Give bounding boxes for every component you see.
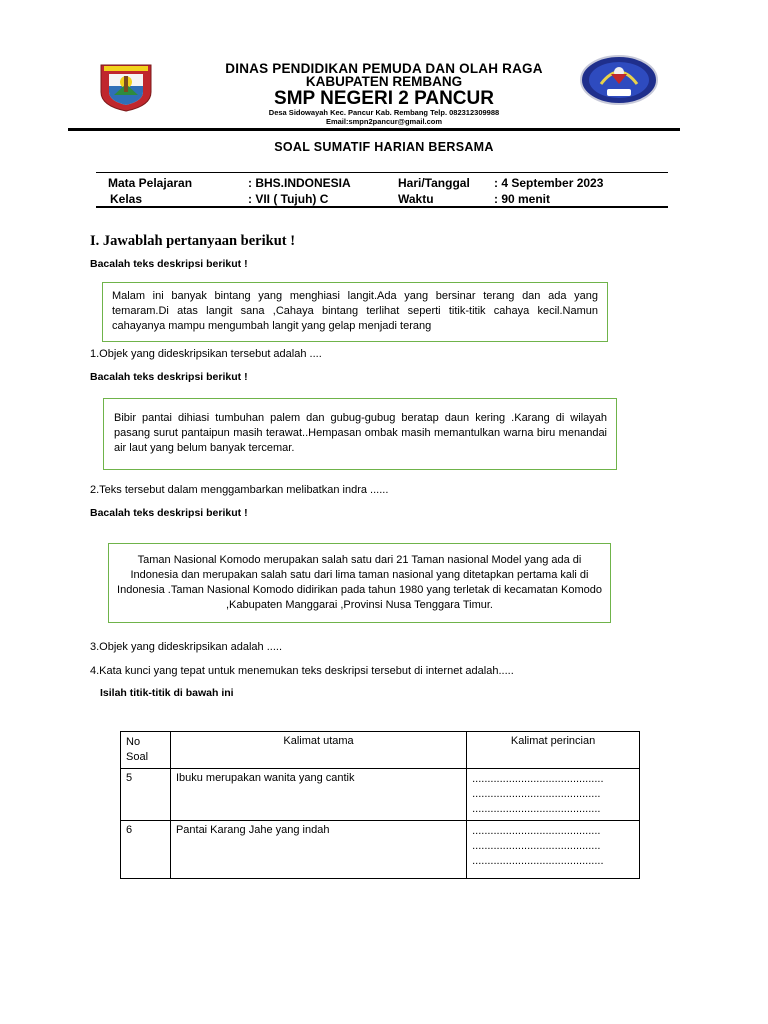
section-heading: I. Jawablah pertanyaan berikut ! xyxy=(90,233,296,249)
header-kalimat-utama: Kalimat utama xyxy=(170,732,466,769)
fill-instruction: Isilah titik-titik di bawah ini xyxy=(100,687,234,699)
header-divider xyxy=(68,128,680,131)
header-regency: KABUPATEN REMBANG xyxy=(305,74,463,89)
instruction-2: Bacalah teks deskripsi berikut ! xyxy=(90,371,248,383)
passage-3-text: Taman Nasional Komodo merupakan salah satu dari 21 Taman nasional Model yang ada di Indonesia dan merupakan salah satu dari lima taman nasional yang ditetapkan pertama kali di Indonesia .Taman Nasional Komodo didirikan pada tahun 1980 yang terletak di kecamatan Komodo ,Kabupaten Manggarai ,Provinsi Nusa Tenggara Timur. xyxy=(117,554,602,611)
passage-box-3 xyxy=(108,543,611,623)
header-address: Desa Sidowayah Kec. Pancur Kab. Rembang Telp. 082312309988 xyxy=(268,108,500,117)
row-detail-cell xyxy=(467,821,640,879)
row-detail-cell xyxy=(467,769,640,821)
header-school-name: SMP NEGERI 2 PANCUR xyxy=(274,88,494,109)
row-number: 6 xyxy=(121,821,171,879)
passage-1-text: Malam ini banyak bintang yang menghiasi langit.Ada yang bersinar terang dan ada yang temaram.Di atas langit sana ,Cahaya bintang terlihat seperti titik-titik cahaya kecil.Namun cahayanya mampu mengumbah langit yang gelap menjadi terang xyxy=(112,290,598,332)
time-label: Waktu xyxy=(398,192,434,206)
table-row xyxy=(121,769,640,821)
question-3: 3.Objek yang dideskripsikan adalah ..... xyxy=(90,641,283,653)
detail-line: .......................................... xyxy=(472,788,601,800)
passage-box-1 xyxy=(102,282,608,342)
document-title: SOAL SUMATIF HARIAN BERSAMA xyxy=(274,140,494,154)
passage-2-text: Bibir pantai dihiasi tumbuhan palem dan gubug-gubug beratap daun kering .Karang di wilayah pasang surut pantaipun masih terawat..Hempasan ombak masih memantulkan warna biru menandai air laut yang belum banyak tercemar. xyxy=(114,412,607,454)
detail-line: .......................................... xyxy=(472,825,601,837)
passage-box-2 xyxy=(103,398,617,470)
row-main-sentence: Ibuku merupakan wanita yang cantik xyxy=(170,769,466,821)
table-row xyxy=(121,821,640,879)
answer-table xyxy=(120,731,640,879)
row-number: 5 xyxy=(121,769,171,821)
header-kalimat-perincian: Kalimat perincian xyxy=(467,732,640,769)
time-value: : 90 menit xyxy=(494,192,551,206)
regency-logo xyxy=(97,62,155,112)
class-label: Kelas xyxy=(110,192,143,206)
question-4: 4.Kata kunci yang tepat untuk menemukan teks deskripsi tersebut di internet adalah..... xyxy=(90,665,514,677)
detail-line: .......................................... xyxy=(472,803,601,815)
detail-line: ........................................... xyxy=(472,855,604,867)
header-agency: DINAS PENDIDIKAN PEMUDA DAN OLAH RAGA xyxy=(225,61,543,76)
instruction-1: Bacalah teks deskripsi berikut ! xyxy=(90,258,248,270)
class-value: : VII ( Tujuh) C xyxy=(248,192,329,206)
date-value: : 4 September 2023 xyxy=(494,176,604,190)
subject-label: Mata Pelajaran xyxy=(108,176,193,190)
header-no-soal: No Soal xyxy=(121,732,171,769)
subject-value: : BHS.INDONESIA xyxy=(248,176,351,190)
info-divider-bottom xyxy=(96,206,668,208)
question-1: 1.Objek yang dideskripsikan tersebut adalah .... xyxy=(90,348,322,360)
date-label: Hari/Tanggal xyxy=(398,176,470,190)
question-2: 2.Teks tersebut dalam menggambarkan melibatkan indra ...... xyxy=(90,484,389,496)
row-main-sentence: Pantai Karang Jahe yang indah xyxy=(170,821,466,879)
info-divider-top xyxy=(96,172,668,173)
instruction-3: Bacalah teks deskripsi berikut ! xyxy=(90,507,248,519)
detail-line: ........................................... xyxy=(472,773,604,785)
header-email: Email:smpn2pancur@gmail.com xyxy=(325,117,443,126)
detail-line: .......................................... xyxy=(472,840,601,852)
table-header-row xyxy=(121,732,640,769)
